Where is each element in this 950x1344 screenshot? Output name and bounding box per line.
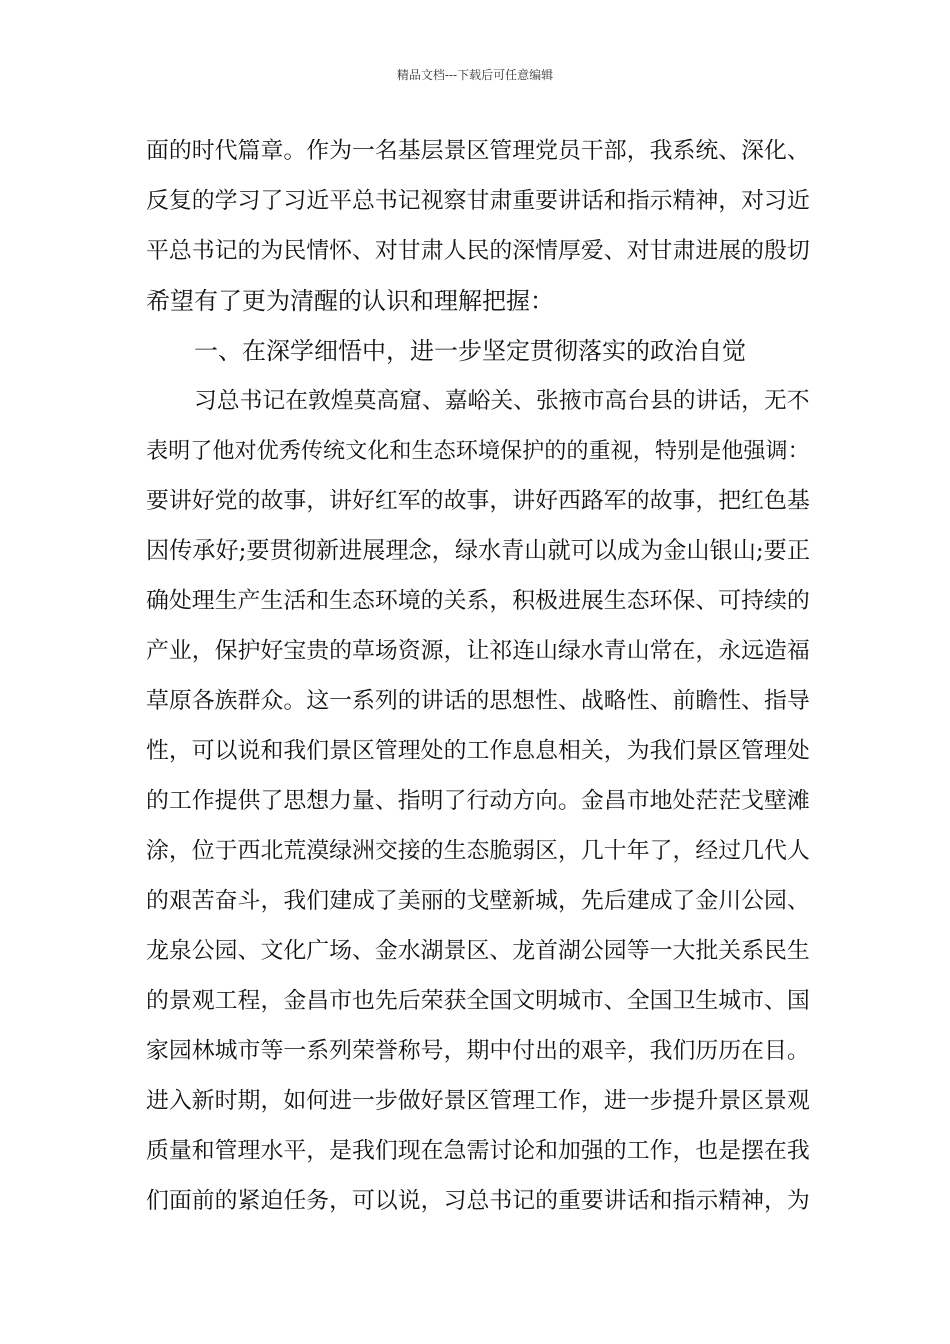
text-line: 的景观工程，金昌市也先后荣获全国文明城市、全国卫生城市、国 xyxy=(146,988,810,1014)
page-header: 精品文档---下载后可任意编辑 xyxy=(396,68,554,82)
text-line: 龙泉公园、文化广场、金水湖景区、龙首湖公园等一大批关系民生 xyxy=(146,938,810,964)
text-line: 们面前的紧迫任务，可以说，习总书记的重要讲话和指示精神，为 xyxy=(146,1188,810,1214)
text-line: 反复的学习了习近平总书记视察甘肃重要讲话和指示精神，对习近 xyxy=(146,188,810,214)
text-line: 进入新时期，如何进一步做好景区管理工作，进一步提升景区景观 xyxy=(146,1088,810,1114)
text-line: 家园林城市等一系列荣誉称号，期中付出的艰辛，我们历历在目。 xyxy=(146,1038,810,1064)
text-line: 面的时代篇章。作为一名基层景区管理党员干部，我系统、深化、 xyxy=(146,138,810,164)
section-heading: 一、在深学细悟中，进一步坚定贯彻落实的政治自觉 xyxy=(194,337,746,365)
text-line: 产业，保护好宝贵的草场资源，让祁连山绿水青山常在，永远造福 xyxy=(146,638,810,664)
text-line: 要讲好党的故事，讲好红军的故事，讲好西路军的故事，把红色基 xyxy=(146,488,810,514)
text-line: 希望有了更为清醒的认识和理解把握： xyxy=(146,287,554,315)
text-line: 平总书记的为民情怀、对甘肃人民的深情厚爱、对甘肃进展的殷切 xyxy=(146,238,810,264)
text-line: 确处理生产生活和生态环境的关系，积极进展生态环保、可持续的 xyxy=(146,588,810,614)
text-line: 的工作提供了思想力量、指明了行动方向。金昌市地处茫茫戈壁滩 xyxy=(146,788,810,814)
text-line: 质量和管理水平，是我们现在急需讨论和加强的工作，也是摆在我 xyxy=(146,1138,810,1164)
text-line: 表明了他对优秀传统文化和生态环境保护的的重视，特别是他强调： xyxy=(146,438,810,464)
text-line: 习总书记在敦煌莫高窟、嘉峪关、张掖市高台县的讲话，无不 xyxy=(194,388,810,414)
text-line: 性，可以说和我们景区管理处的工作息息相关，为我们景区管理处 xyxy=(146,738,810,764)
text-line: 草原各族群众。这一系列的讲话的思想性、战略性、前瞻性、指导 xyxy=(146,688,810,714)
text-line: 涂，位于西北荒漠绿洲交接的生态脆弱区，几十年了，经过几代人 xyxy=(146,838,810,864)
text-line: 因传承好;要贯彻新进展理念，绿水青山就可以成为金山银山;要正 xyxy=(146,538,810,564)
text-line: 的艰苦奋斗，我们建成了美丽的戈壁新城，先后建成了金川公园、 xyxy=(146,888,810,914)
